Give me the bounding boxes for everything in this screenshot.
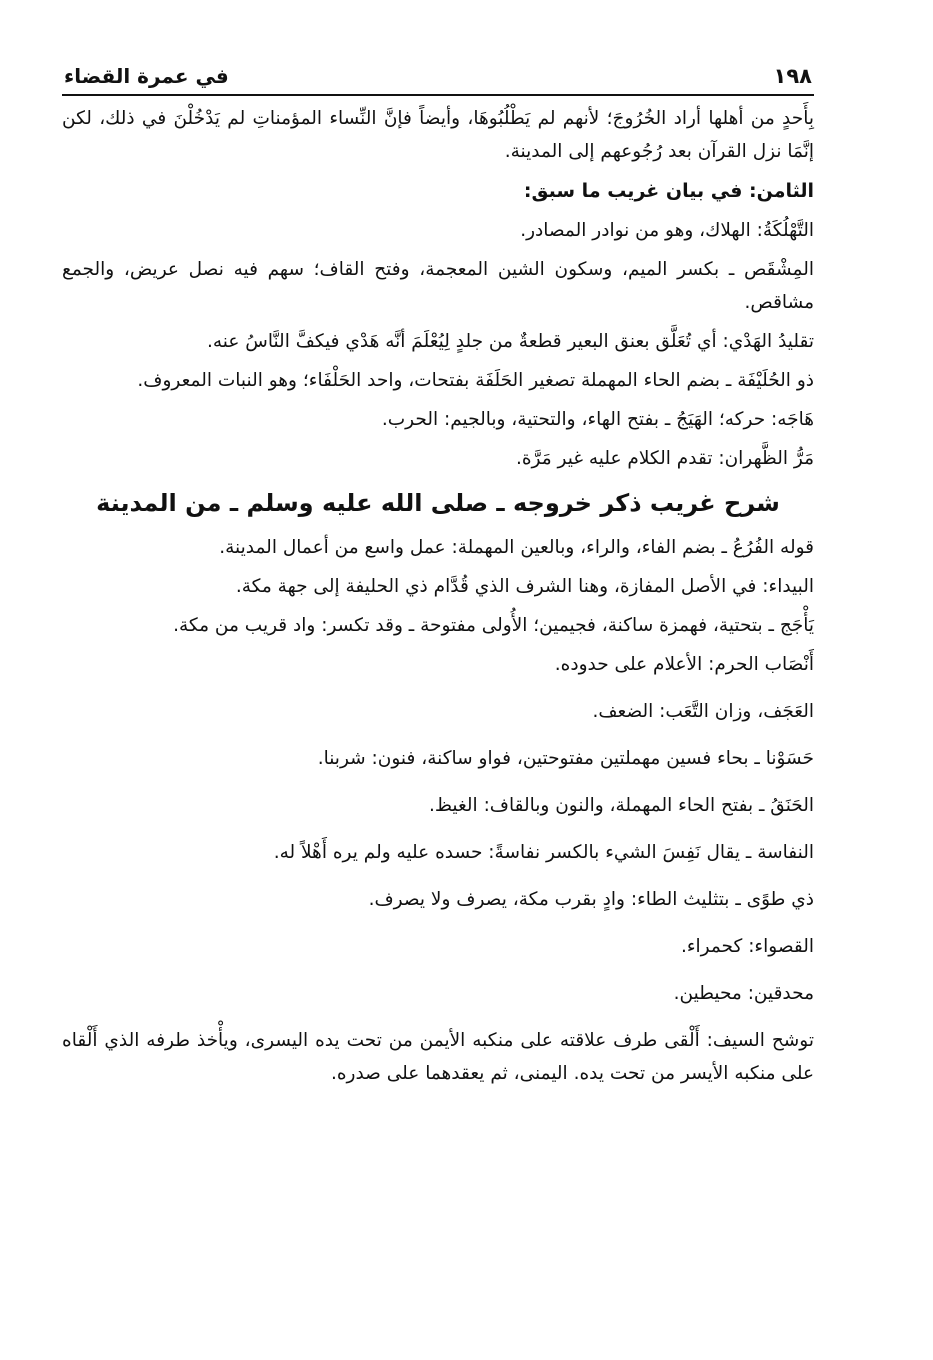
page-number: ١٩٨ (773, 64, 812, 88)
page-body (62, 96, 814, 1090)
glossary-entry-ansab: أَنْصَاب الحرم: الأعلام على حدوده. (554, 654, 814, 675)
section-heading-departure: شرح غريب ذكر خروجه ـ صلى الله عليه وسلم ـ من المدينة (96, 489, 780, 517)
glossary-entry-dhi-tuwa: ذي طوًى ـ بتثليث الطاء: وادٍ بقرب مكة، يصرف ولا يصرف. (368, 889, 814, 910)
glossary-entries-block (62, 648, 814, 1010)
running-header (62, 52, 814, 96)
glossary-entry-marr-al-zahran: مَرُّ الظَّهران: تقدم الكلام عليه غير مَرَّة. (515, 448, 814, 469)
glossary-entry-dhul-hulayfa: ذو الحُلَيْفَة ـ بضم الحاء المهملة تصغير الحَلَفَة بفتحات، واحد الحَلْفَاء؛ وهو النبات المعروف. (137, 370, 814, 391)
chapter-title: في عمرة القضاء (64, 64, 229, 88)
paragraph-continuation: بِأَحدٍ من أهلها أراد الخُرُوجَ؛ لأنهم لم يَطْلُبُوهَا، وأيضاً فإنَّ النِّساء المؤمناتِ لم يَدْخُلْنَ في ذلك، لكن إنَّمَا نزل القرآن بعد رُجُوعهم إلى المدينة. (62, 108, 814, 162)
glossary-entry-taqlid: تقليدُ الهَدْي: أي تُعَلَّق بعنق البعير قطعةٌ من جلدٍ لِيُعْلَمَ أنَّه هَدْي فيكفَّ النَّاسُ عنه. (206, 331, 814, 352)
book-page (62, 52, 814, 1096)
glossary-entry-bayda: البيداء: في الأصل المفازة، وهنا الشرف الذي قُدَّام ذي الحليفة إلى جهة مكة. (235, 576, 814, 597)
glossary-entry-tahluka: التَّهْلُكَةُ: الهلاك، وهو من نوادر المصادر. (520, 220, 814, 241)
glossary-entry-hasawna: حَسَوْنا ـ بحاء فسين مهملتين مفتوحتين، فواو ساكنة، فنون: شربنا. (317, 748, 814, 769)
glossary-entry-hanaq: الحَنَقُ ـ بفتح الحاء المهملة، والنون وبالقاف: الغيظ. (428, 795, 814, 816)
glossary-entry-ajaf: العَجَف، وزان التَّعَب: الضعف. (592, 701, 814, 722)
glossary-entry-tawashshuh: توشح السيف: أَلْقى طرف علاقته على منكبه الأيمن من تحت يده اليسرى، ويأْخذ طرفه الذي أَلْقاه على منكبه الأيسر من تحت يده. اليمنى، ثم يعقدهما على صدره. (62, 1030, 814, 1084)
glossary-entry-furu: قوله الفُرُعُ ـ بضم الفاء، والراء، وبالعين المهملة: عمل واسع من أعمال المدينة. (219, 537, 814, 558)
glossary-entry-hajah: هَاجَه: حركه؛ الهَيَجُ ـ بفتح الهاء، والتحتية، وبالجيم: الحرب. (381, 409, 814, 430)
glossary-entry-qaswa: القصواء: كحمراء. (680, 936, 814, 957)
glossary-entry-yajaj: يَأْجَج ـ بتحتية، فهمزة ساكنة، فجيمين؛ الأُولى مفتوحة ـ وقد تكسر: واد قريب من مكة. (173, 615, 814, 636)
section-heading-glossary: الثامن: في بيان غريب ما سبق: (523, 180, 814, 202)
glossary-entry-mishqas: المِشْقَص ـ بكسر الميم، وسكون الشين المعجمة، وفتح القاف؛ سهم فيه نصل عريض، والجمع مشاقص. (62, 259, 814, 313)
glossary-entry-muhdiqin: محدقين: محيطين. (673, 983, 814, 1004)
glossary-entry-nafasa: النفاسة ـ يقال نَفِسَ الشيء بالكسر نفاسةً: حسده عليه ولم يره أَهْلاً له. (273, 842, 814, 863)
